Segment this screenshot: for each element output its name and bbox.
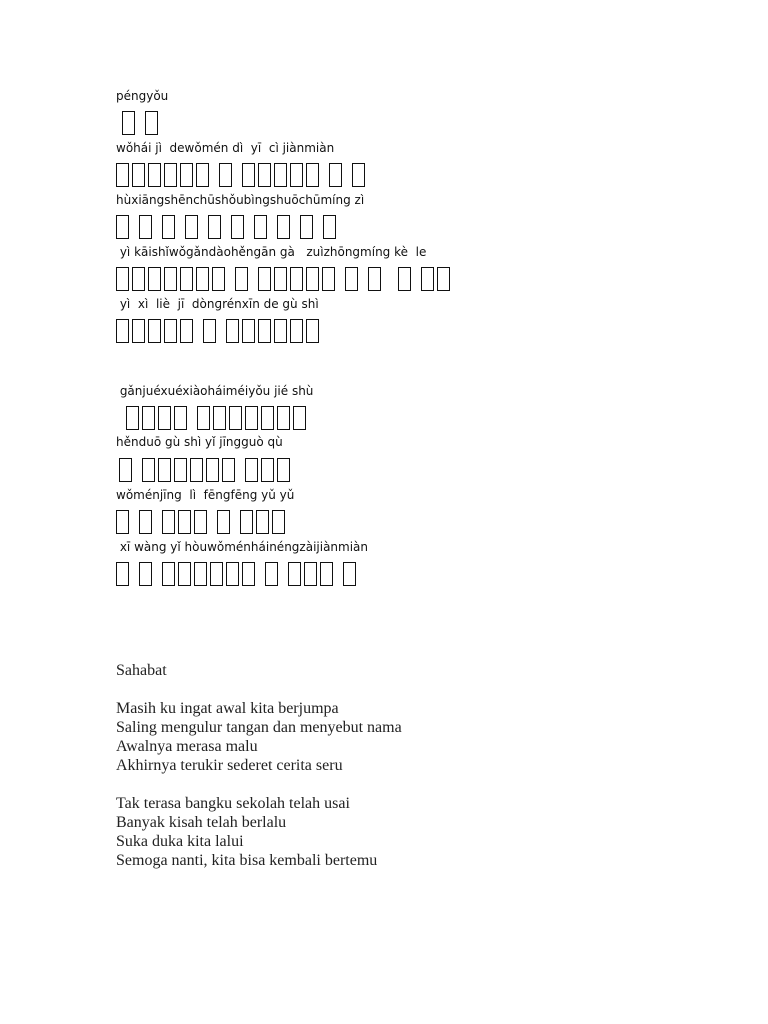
missing-glyph-box [212,267,225,291]
poem-line: Banyak kisah telah berlalu [116,814,287,831]
missing-glyph-box [158,458,171,482]
missing-glyph-box [178,510,191,534]
pinyin-line: gǎnjuéxuéxiàoháiméiyǒu jié shù [116,384,314,398]
missing-glyph-box [290,319,303,343]
missing-glyph-box [116,510,129,534]
missing-glyph-box [122,111,135,135]
missing-glyph-box [217,510,230,534]
pinyin-line: xī wàng yǐ hòuwǒménháinéngzàijiànmiàn [116,540,369,554]
missing-glyph-box [180,267,193,291]
missing-glyph-box [190,458,203,482]
missing-glyph-box [229,406,242,430]
missing-glyph-row [119,455,293,485]
missing-glyph-box [323,215,336,239]
pinyin-line: hùxiāngshēnchūshǒubìngshuōchūmíng zì [116,193,365,207]
missing-glyph-box [345,267,358,291]
missing-glyph-box [139,215,152,239]
missing-glyph-box [194,510,207,534]
missing-glyph-box [116,267,129,291]
missing-glyph-box [274,267,287,291]
poem-line: Masih ku ingat awal kita berjumpa [116,700,339,717]
missing-glyph-box [142,458,155,482]
missing-glyph-box [304,562,317,586]
missing-glyph-box [290,163,303,187]
missing-glyph-box [139,562,152,586]
missing-glyph-box [194,562,207,586]
missing-glyph-box [368,267,381,291]
missing-glyph-box [245,406,258,430]
missing-glyph-box [256,510,269,534]
missing-glyph-box [293,406,306,430]
missing-glyph-box [162,562,175,586]
missing-glyph-box [258,267,271,291]
missing-glyph-box [210,562,223,586]
missing-glyph-box [158,406,171,430]
missing-glyph-box [242,319,255,343]
missing-glyph-box [277,406,290,430]
missing-glyph-box [272,510,285,534]
missing-glyph-box [226,562,239,586]
missing-glyph-row [116,264,453,294]
missing-glyph-box [277,458,290,482]
pinyin-line: wǒhái jì dewǒmén dì yī cì jiànmiàn [116,141,335,155]
missing-glyph-box [352,163,365,187]
missing-glyph-box [132,163,145,187]
poem-line: Akhirnya terukir sederet cerita seru [116,757,343,774]
missing-glyph-box [290,267,303,291]
missing-glyph-box [164,267,177,291]
missing-glyph-box [226,319,239,343]
poem-line: Awalnya merasa malu [116,738,258,755]
missing-glyph-box [208,215,221,239]
missing-glyph-box [258,319,271,343]
missing-glyph-box [258,163,271,187]
missing-glyph-box [180,163,193,187]
missing-glyph-box [320,562,333,586]
missing-glyph-row [122,108,161,138]
missing-glyph-box [185,215,198,239]
missing-glyph-box [148,319,161,343]
poem-title: Sahabat [116,662,167,679]
missing-glyph-box [231,215,244,239]
missing-glyph-box [343,562,356,586]
missing-glyph-box [116,215,129,239]
missing-glyph-box [116,319,129,343]
missing-glyph-box [139,510,152,534]
pinyin-line: yì xì liè jī dònɡrénxīn de gù shì [116,297,319,311]
missing-glyph-row [126,403,309,433]
missing-glyph-box [421,267,434,291]
missing-glyph-box [261,458,274,482]
missing-glyph-box [178,562,191,586]
missing-glyph-box [116,562,129,586]
missing-glyph-box [162,215,175,239]
missing-glyph-box [148,163,161,187]
missing-glyph-row [116,507,288,537]
missing-glyph-box [219,163,232,187]
missing-glyph-box [132,319,145,343]
missing-glyph-box [132,267,145,291]
missing-glyph-row [116,160,368,190]
pinyin-line: yì kāishǐwǒgǎndàohěngān gà zuìzhōngmíng kè le [116,245,427,259]
poem-line: Tak terasa bangku sekolah telah usai [116,795,350,812]
missing-glyph-box [126,406,139,430]
poem-line: Suka duka kita lalui [116,833,244,850]
missing-glyph-box [261,406,274,430]
missing-glyph-box [222,458,235,482]
missing-glyph-box [274,319,287,343]
missing-glyph-box [145,111,158,135]
missing-glyph-box [142,406,155,430]
missing-glyph-box [148,267,161,291]
missing-glyph-box [116,163,129,187]
missing-glyph-row [116,212,339,242]
poem-line: Semoga nanti, kita bisa kembali bertemu [116,852,378,869]
missing-glyph-box [196,267,209,291]
missing-glyph-box [306,163,319,187]
pinyin-line: hěnduō gù shì yǐ jīngguò qù [116,435,283,449]
missing-glyph-box [306,319,319,343]
missing-glyph-box [329,163,342,187]
pinyin-line: péngyǒu [116,89,169,103]
missing-glyph-box [242,562,255,586]
missing-glyph-box [254,215,267,239]
missing-glyph-box [274,163,287,187]
missing-glyph-box [437,267,450,291]
missing-glyph-box [306,267,319,291]
missing-glyph-box [206,458,219,482]
missing-glyph-box [164,163,177,187]
poem-line: Saling mengulur tangan dan menyebut nama [116,719,402,736]
missing-glyph-row [116,559,359,589]
missing-glyph-box [235,267,248,291]
missing-glyph-box [322,267,335,291]
missing-glyph-box [277,215,290,239]
missing-glyph-box [398,267,411,291]
missing-glyph-box [174,406,187,430]
missing-glyph-box [197,406,210,430]
missing-glyph-row [116,316,322,346]
missing-glyph-box [213,406,226,430]
missing-glyph-box [174,458,187,482]
pinyin-line: wǒménjīng lì fēngfēng yǔ yǔ [116,488,295,502]
missing-glyph-box [164,319,177,343]
missing-glyph-box [196,163,209,187]
missing-glyph-box [265,562,278,586]
missing-glyph-box [180,319,193,343]
missing-glyph-box [203,319,216,343]
missing-glyph-box [300,215,313,239]
missing-glyph-box [240,510,253,534]
missing-glyph-box [162,510,175,534]
missing-glyph-box [242,163,255,187]
missing-glyph-box [119,458,132,482]
missing-glyph-box [245,458,258,482]
missing-glyph-box [288,562,301,586]
